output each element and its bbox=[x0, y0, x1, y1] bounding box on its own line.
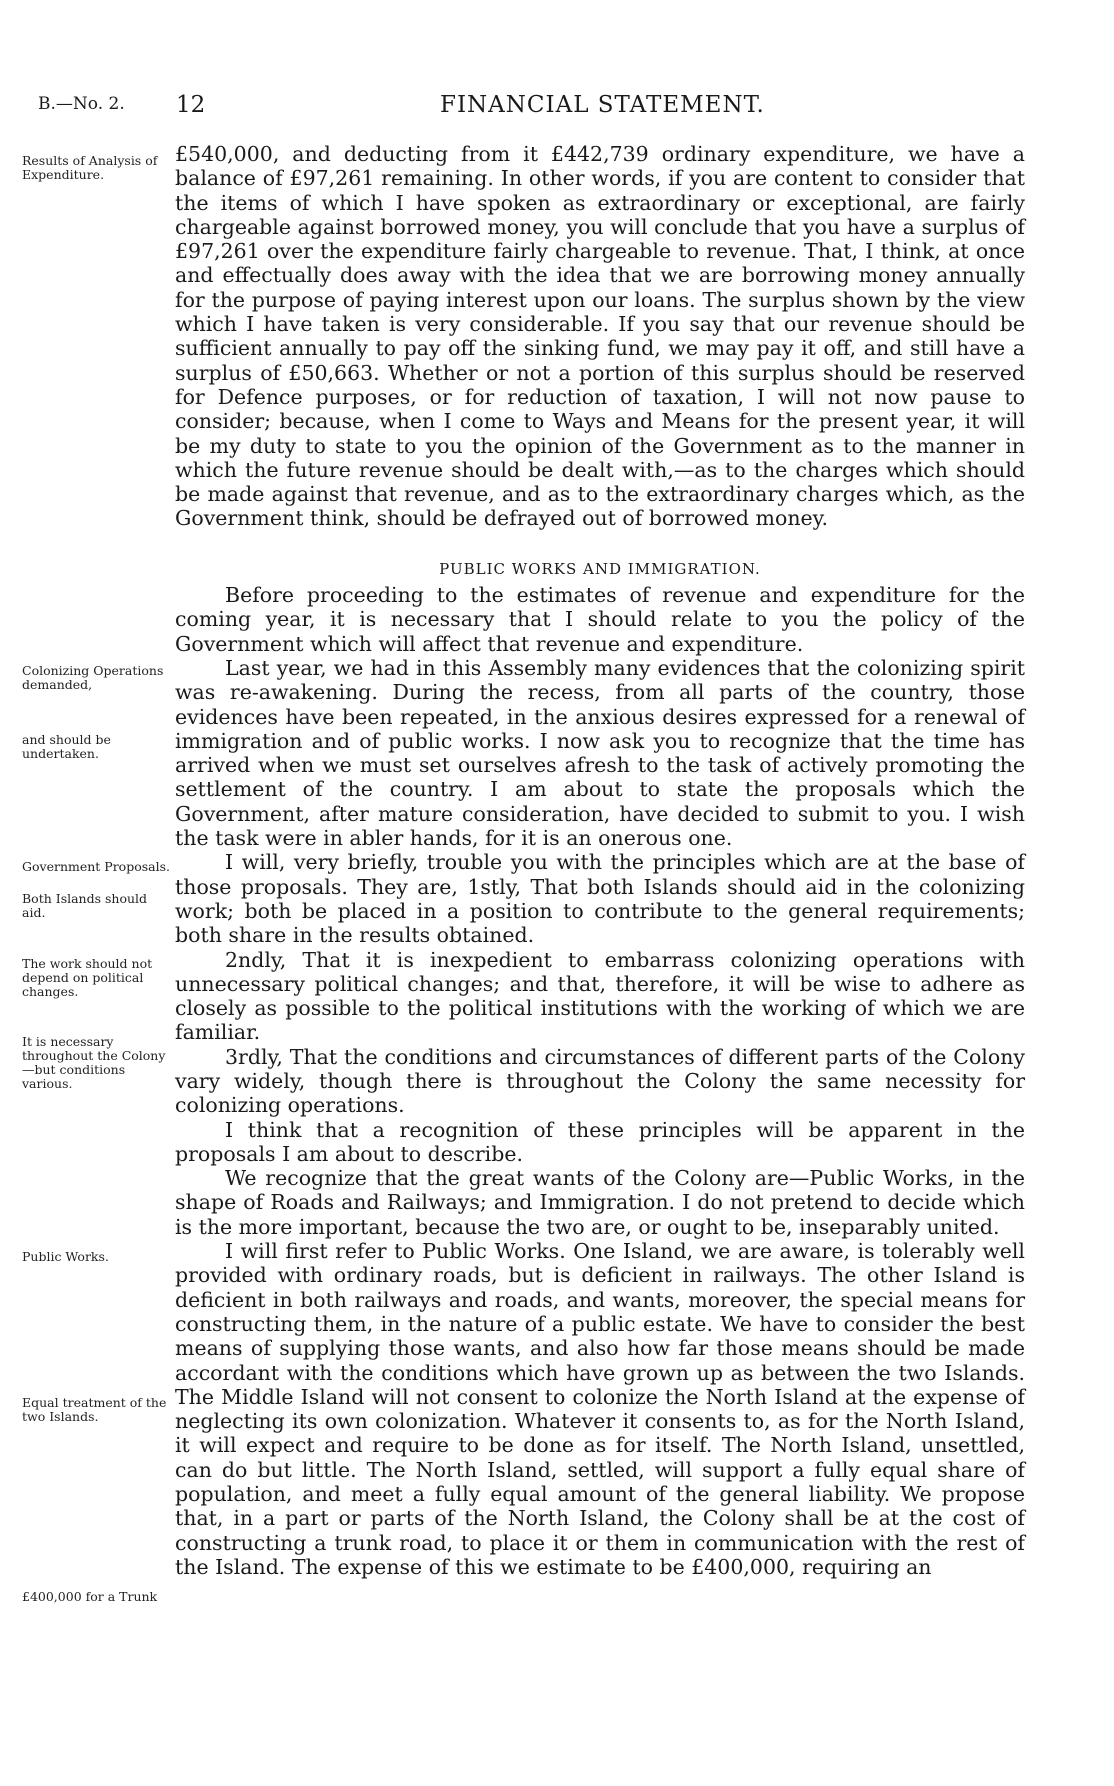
margin-note: The work should not depend on political changes. bbox=[22, 956, 153, 999]
margin-note: Colonizing Operations demanded, bbox=[22, 663, 164, 692]
body-text bbox=[175, 142, 1025, 1579]
paragraph: We recognize that the great wants of the Colony are—Public Works, in the shape of Roads and Railways; and Immigration. I do not pretend to decide which is the more important, because the two are, or ought to be, inseparably united. bbox=[175, 1166, 1025, 1239]
margin-note: and should be undertaken. bbox=[22, 732, 111, 761]
paragraph: 3rdly, That the conditions and circumstances of different parts of the Colony vary widely, though there is throughout the Colony the same necessity for colonizing operations. bbox=[175, 1044, 1025, 1118]
running-title: FINANCIAL STATEMENT. bbox=[440, 92, 765, 118]
paragraph: Before proceeding to the estimates of revenue and expenditure for the coming year, it is necessary that I should relate to you the policy of the Government which will affect that revenue and expenditure. bbox=[175, 583, 1025, 656]
page-number: 12 bbox=[176, 92, 206, 118]
paragraph: I will first refer to Public Works. One Island, we are aware, is tolerably well provided with ordinary roads, but is deficient in railways. The other Island is deficient in both railways and roads, and wants, moreover, the special means for constructing them, in the nature of a public estate. We have to consider the best means of supplying those wants, and also how far those means should be made accordant with the conditions which have grown up as between the two Islands. The Middle Island will not consent to colonize the North Island at the expense of neglecting its own colonization. Whatever it consents to, as for the North Island, it will expect and require to be done as for itself. The North Island, unsettled, can do but little. The North Island, settled, will support a fully equal share of population, and meet a fully equal amount of the general liability. We propose that, in a part or parts of the North Island, the Colony shall be at the cost of constructing a trunk road, to place it or them in communication with the rest of the Island. The expense of this we estimate to be £400,000, requiring an bbox=[175, 1239, 1025, 1579]
paragraph: I will, very briefly, trouble you with the principles which are at the base of those proposals. They are, 1stly, That both Islands should aid in the colonizing work; both be placed in a position to contribute to the general requirements; both share in the results obtained. bbox=[175, 850, 1025, 948]
margin-note: Government Proposals. bbox=[22, 859, 170, 874]
document-reference: B.—No. 2. bbox=[38, 94, 125, 114]
margin-note: Results of Analysis of Expenditure. bbox=[22, 153, 158, 182]
margin-note: Both Islands should aid. bbox=[22, 891, 148, 920]
paragraph: 2ndly, That it is inexpedient to embarrass colonizing operations with unnecessary political changes; and that, therefore, it will be wise to adhere as closely as possible to the political institutions with the working of which we are familiar. bbox=[175, 947, 1025, 1045]
margin-note: £400,000 for a Trunk bbox=[22, 1589, 158, 1604]
page-header bbox=[0, 92, 1114, 122]
paragraph: £540,000, and deducting from it £442,739 ordinary expenditure, we have a balance of £97,261 remaining. In other words, if you are content to consider that the items of which I have spoken as extraordinary or exceptional, are fairly chargeable against borrowed money, you will conclude that you have a surplus of £97,261 over the expenditure fairly chargeable to revenue. That, I think, at once and effectually does away with the idea that we are borrowing money annually for the purpose of paying interest upon our loans. The surplus shown by the view which I have taken is very considerable. If you say that our revenue should be sufficient annually to pay off the sinking fund, we may pay it off, and still have a surplus of £50,663. Whether or not a portion of this surplus should be reserved for Defence purposes, or for reduction of taxation, I will not now pause to consider; because, when I come to Ways and Means for the present year, it will be my duty to state to you the opinion of the Government as to the manner in which the future revenue should be dealt with,—as to the charges which should be made against that revenue, and as to the extraordinary charges which, as the Government think, should be defrayed out of borrowed money. bbox=[175, 142, 1025, 531]
paragraph: I think that a recognition of these principles will be apparent in the proposals I am about to describe. bbox=[175, 1117, 1025, 1166]
margin-note: Equal treatment of the two Islands. bbox=[22, 1395, 167, 1424]
margin-note: Public Works. bbox=[22, 1249, 109, 1264]
paragraph: Last year, we had in this Assembly many evidences that the colonizing spirit was re-awakening. During the recess, from all parts of the country, those evidences have been repeated, in the anxious desires expressed for a renewal of immigration and of public works. I now ask you to recognize that the time has arrived when we must set ourselves afresh to the task of actively promoting the settlement of the country. I am about to state the proposals which the Government, after mature consideration, have decided to submit to you. I wish the task were in abler hands, for it is an onerous one. bbox=[175, 655, 1025, 851]
section-heading: PUBLIC WORKS AND IMMIGRATION. bbox=[439, 559, 761, 578]
margin-note: It is necessary throughout the Colony—but conditions various. bbox=[22, 1034, 166, 1091]
